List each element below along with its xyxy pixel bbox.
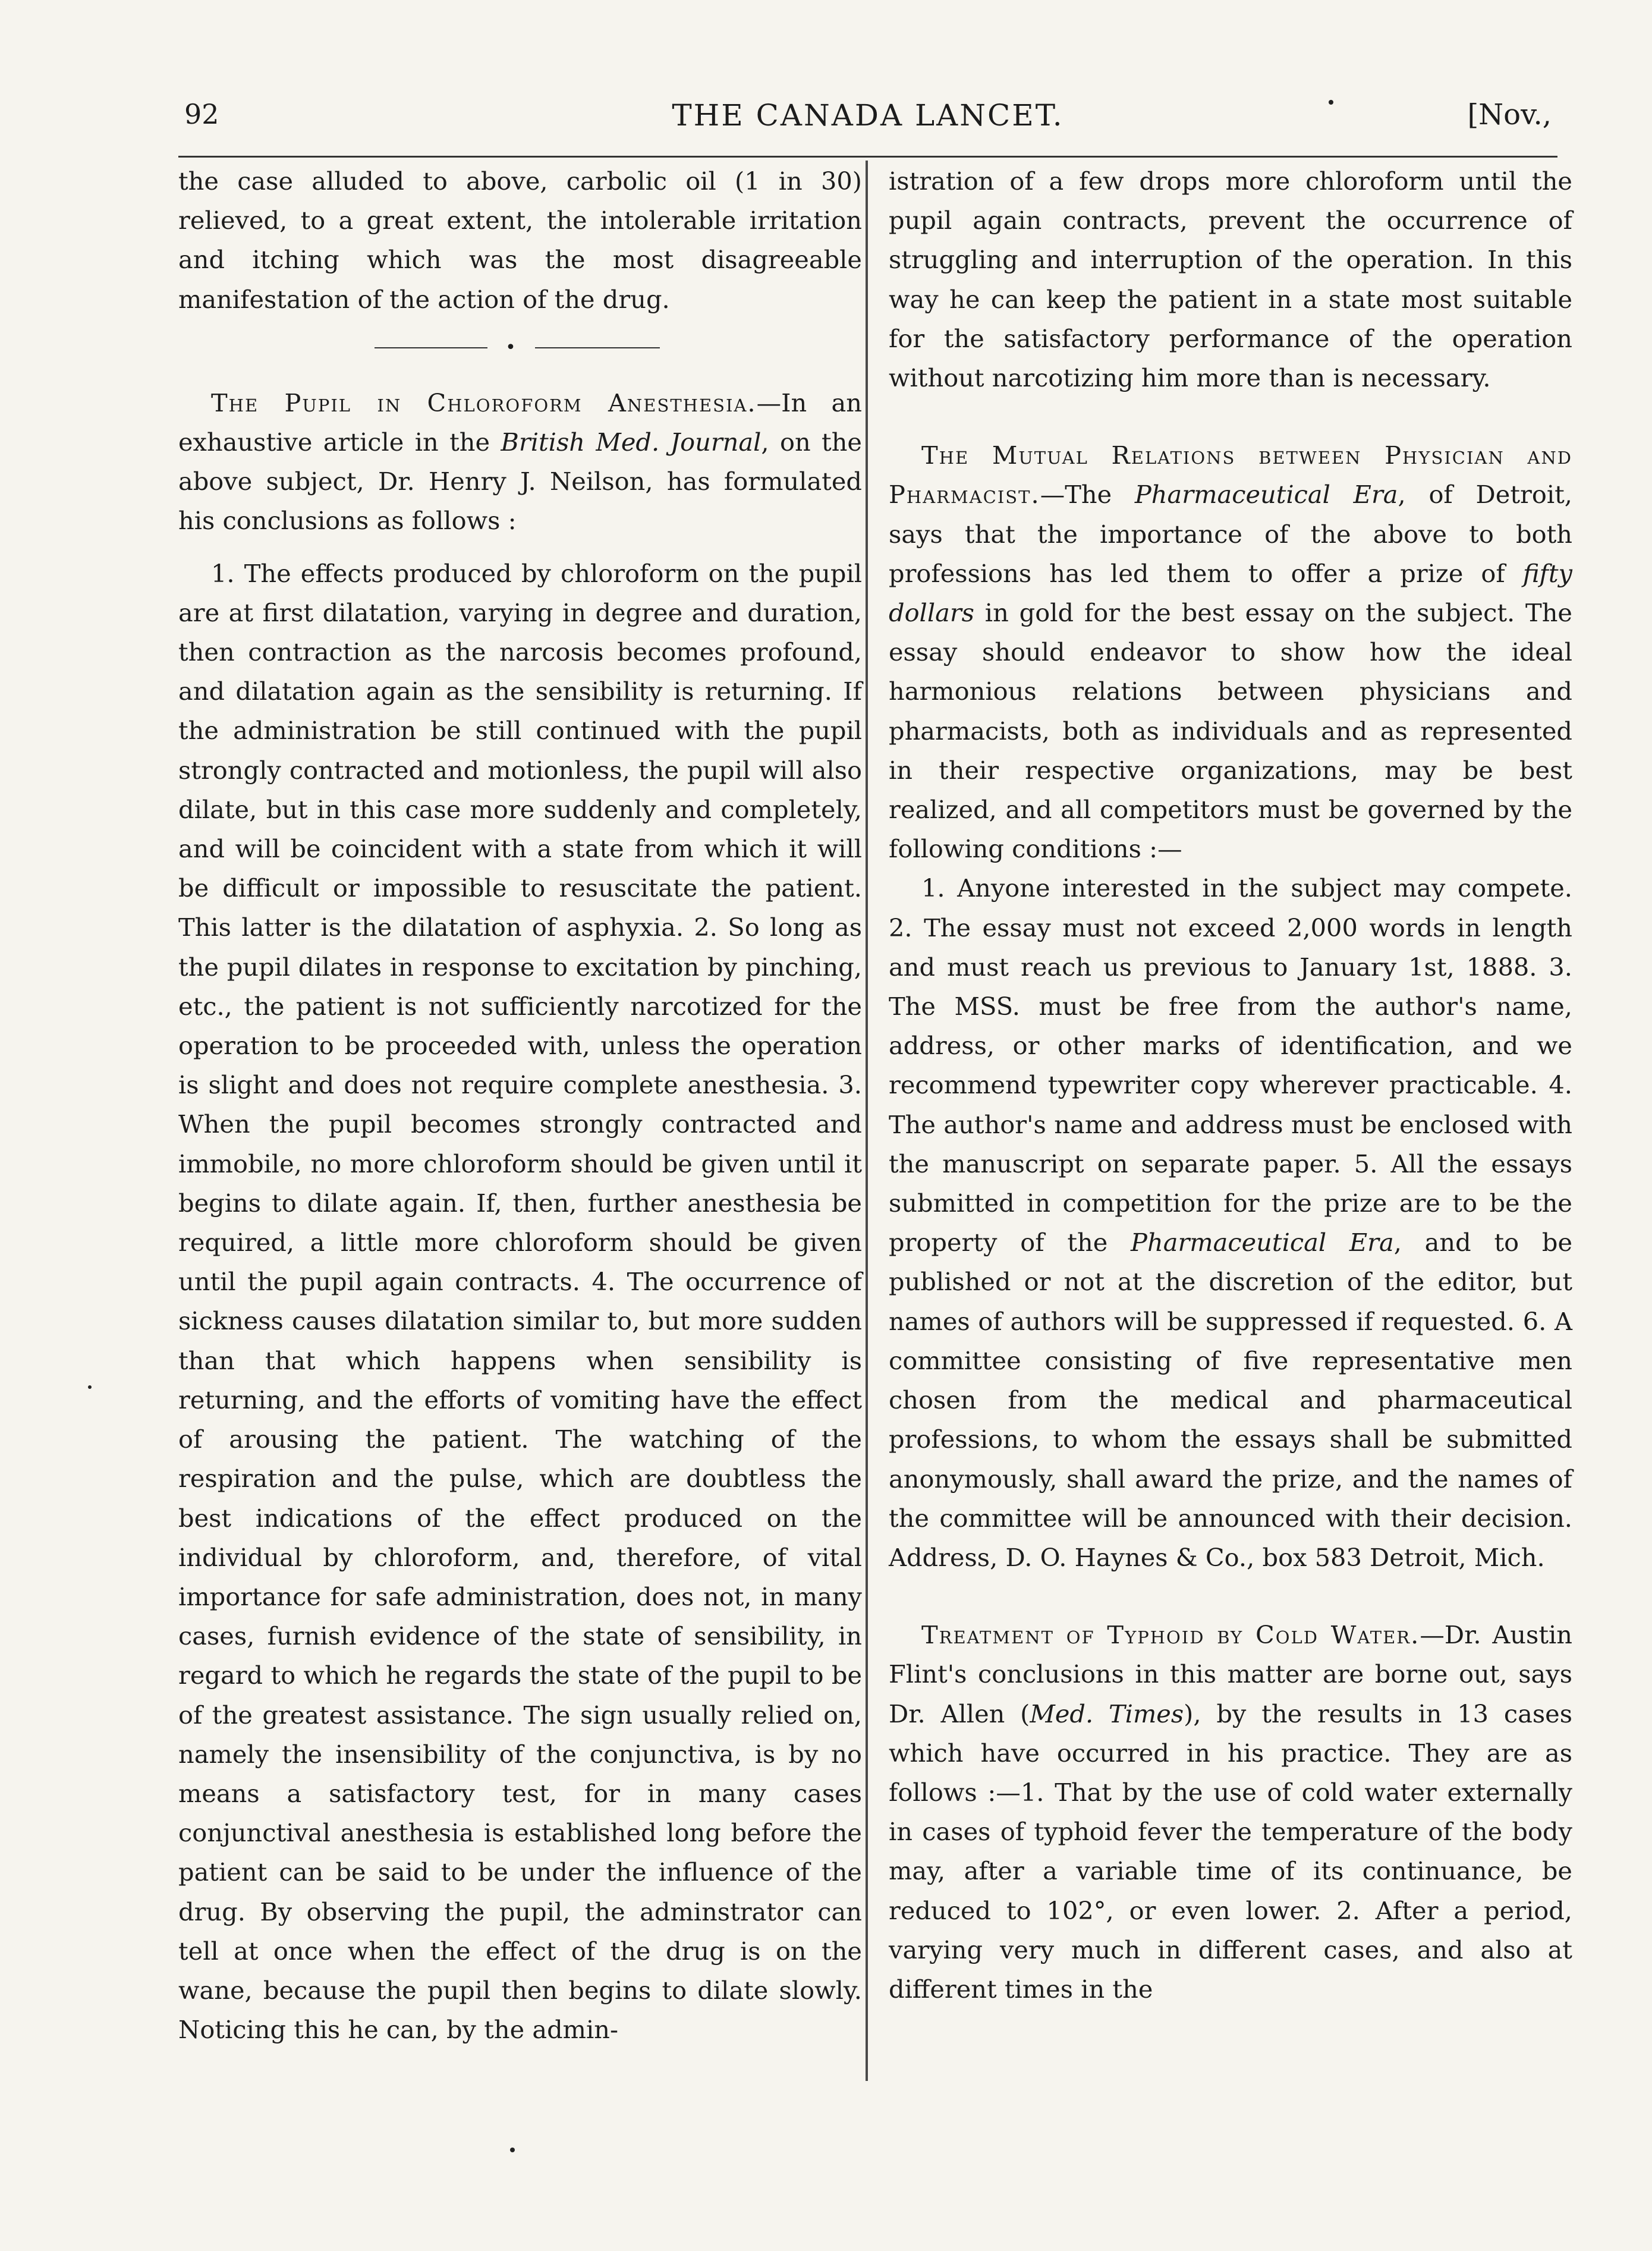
left-column <box>178 162 862 2049</box>
journal-reference: Pharmaceutical Era <box>1131 1228 1394 1257</box>
page-number: 92 <box>184 98 219 130</box>
relations-article-title: The Mutual Relations between Physician and Pharmacist. <box>889 441 1572 510</box>
journal-reference: British Med. Journal <box>501 427 762 457</box>
typhoid-article: Treatment of Typhoid by Cold Water.—Dr. Austin Flint's conclusions in this matter are borne out, says Dr. Allen (Med. Times), by the results in 13 cases which have occurred in his practice. They are as follows :—1. That by the use of cold water externally in cases of typhoid fever the temperature of the body may, after a variable time of its continuance, be reduced to 102°, or even lower. 2. After a period, varying very much in different cases, and also at different times in the <box>889 1620 1573 2004</box>
pupil-article-intro: The Pupil in Chloroform Anesthesia.—In an exhaustive article in the British Med. Journal, on the above subject, Dr. Henry J. Neilson, has formulated his conclusions as follows : <box>178 388 862 536</box>
print-speck <box>1329 100 1333 105</box>
prize-amount: fifty dollars <box>889 558 1572 628</box>
journal-reference: Pharmaceutical Era <box>1134 480 1398 510</box>
typhoid-article-title: Treatment of Typhoid by Cold Water. <box>921 1620 1420 1650</box>
carryover-paragraph: the case alluded to above, carbolic oil (1 in 30) relieved, to a great extent, the intolerable irritation and itching which was the most disagreeable manifestation of the action of the drug. <box>178 166 862 314</box>
header-rule <box>178 156 1557 158</box>
running-header <box>184 98 1552 152</box>
column-divider <box>866 161 868 2081</box>
section-ornament: • <box>178 328 862 366</box>
continuation-paragraph: istration of a few drops more chloroform until the pupil again contracts, prevent the occurrence of struggling and interruption of the operation. In this way he can keep the patient in a state most suitable for the satisfactory performance of the operation without narcotizing him more than is necessary. <box>889 166 1572 393</box>
relations-conditions: 1. Anyone interested in the subject may compete. 2. The essay must not exceed 2,000 words in length and must reach us previous to January 1st, 1888. 3. The MSS. must be free from the author's name, address, or other marks of identification, and we recommend typewriter copy wherever practicable. 4. The author's name and address must be enclosed with the manuscript on separate paper. 5. All the essays submitted in competition for the prize are to be the property of the Pharmaceutical Era, and to be published or not at the discretion of the editor, but names of authors will be suppressed if requested. 6. A committee consisting of five representative men chosen from the medical and pharmaceutical professions, to whom the essays shall be submitted anonymously, shall award the prize, and the names of the committee will be announced with their decision. Address, D. O. Haynes & Co., box 583 Detroit, Mich. <box>889 873 1572 1572</box>
pupil-article-title: The Pupil in Chloroform Anesthesia. <box>211 388 757 417</box>
issue-month: [Nov., <box>1467 98 1552 131</box>
journal-reference: Med. Times <box>1030 1699 1184 1728</box>
pupil-conclusions: 1. The effects produced by chloroform on the pupil are at first dilatation, varying in degree and duration, then contraction as the narcosis becomes profound, and dilatation again as the sensibility is returning. If the administration be still continued with the pupil strongly contracted and motionless, the pupil will also dilate, but in this case more suddenly and completely, and will be coincident with a state from which it will be difficult or impossible to resuscitate the patient. This latter is the dilatation of asphyxia. 2. So long as the pupil dilates in response to excitation by pinching, etc., the patient is not sufficiently narcotized for the operation to be proceeded with, unless the operation is slight and does not require complete anesthesia. 3. When the pupil becomes strongly contracted and immobile, no more chloroform should be given until it begins to dilate again. If, then, further anesthesia be required, a little more chloroform should be given until the pupil again contracts. 4. The occurrence of sickness causes dilatation similar to, but more sudden than that which happens when sensibility is returning, and the efforts of vomiting have the effect of arousing the patient. The watching of the respiration and the pulse, which are doubtless the best indications of the effect produced on the individual by chloroform, and, therefore, of vital importance for safe administration, does not, in many cases, furnish evidence of the state of sensibility, in regard to which he regards the state of the pupil to be of the greatest assistance. The sign usually relied on, namely the insensibility of the conjunctiva, is by no means a satisfactory test, for in many cases conjunctival anesthesia is established long before the patient can be said to be under the influence of the drug. By observing the pupil, the adminstrator can tell at once when the effect of the drug is on the wane, because the pupil then begins to dilate slowly. Noticing this he can, by the admin- <box>178 558 862 2045</box>
relations-article-intro: The Mutual Relations between Physician and Pharmacist.—The Pharmaceutical Era, of Detroit, says that the importance of the above to both professions has led them to offer a prize of fifty dollars in gold for the best essay on the subject. The essay should endeavor to show how the ideal harmonious relations between physicians and pharmacists, both as individuals and as represented in their respective organizations, may be best realized, and all competitors must be governed by the following conditions :— <box>889 441 1572 864</box>
journal-title: THE CANADA LANCET. <box>672 98 1064 133</box>
right-column <box>889 162 1572 2009</box>
print-speck <box>88 1385 92 1389</box>
print-speck <box>510 2148 515 2152</box>
